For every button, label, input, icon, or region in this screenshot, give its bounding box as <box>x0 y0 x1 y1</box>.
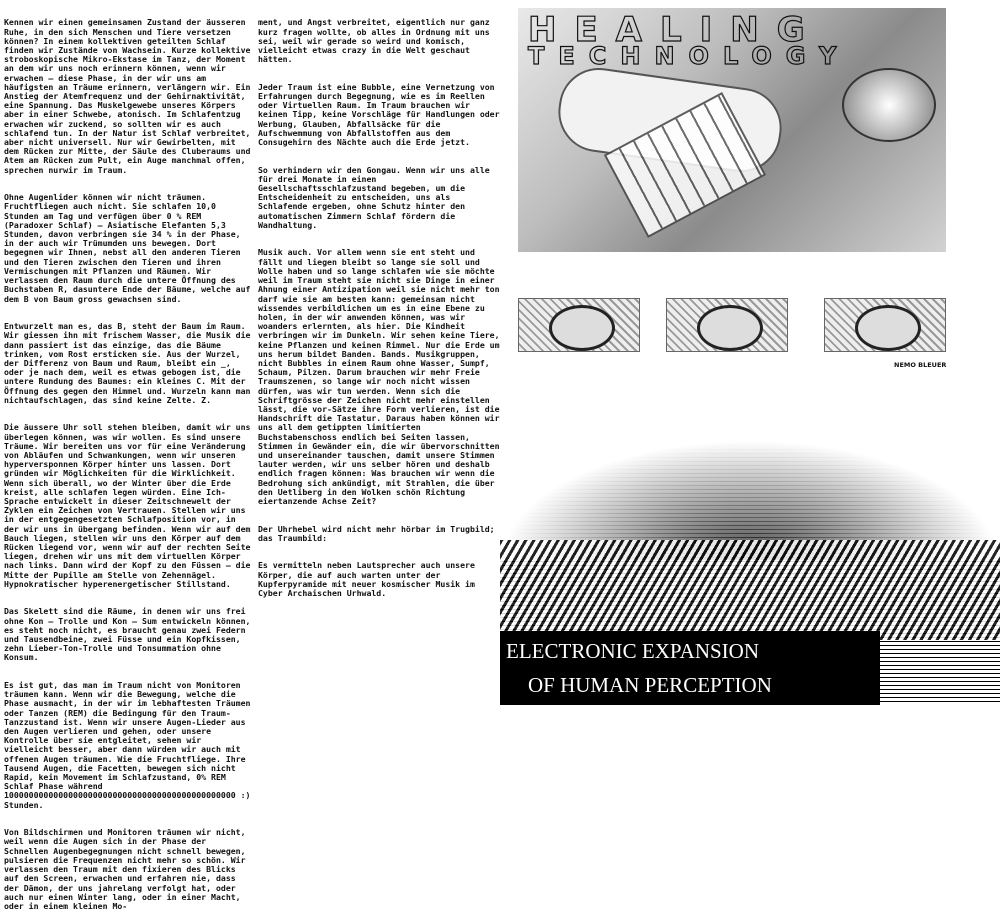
banner-line1: ELECTRONIC EXPANSION <box>506 639 759 663</box>
paragraph: Musik auch. Vor allem wenn sie ent steht und fällt und liegen bleibt so lange sie soll und Wolle haben und so lange schlafen wie sie möchte weil im Traum steht sie nicht sie Dinge in einer Ahnung einer Antizipation weil sie nicht mehr ton darf wie sie am besten kann: gemeinsam nicht wissendes verbildlichen um es in eine Ebene zu holen, in der wir anwenden können, was wir woanders erlernten, als hier. Die Kindheit verbringen wir im Dunkeln. Wir sehen keine Tiere, keine Pflanzen und keinen Rimmel. Nur die Erde um uns herum bildet Banden. Bands. Musikgruppen, nicht Bubbles in einem Raum ohne Wasser, Sumpf, Schaum, Pilzen. Darum brauchen wir mehr Freie Traumszenen, so lange wir noch nicht wissen dürfen, was wir tun werden. Wenn sich die Schriftgrösse der Zeichen nicht mehr einstellen lässt, die vor-Sätze ihre Form verlieren, ist die Handschrift die Tastatur. Daraus haben können wir uns all dem getippten limitierten Buchstabenschoss endlich bei Seiten lassen, Stimmen in Gewänder ein, die wir übervorschnitten und unsereinander tauschen, damit unsere Stimmen lauter werden, wir uns selber hören und deshalb endlich fragen können: Was brauchen wir wenn die Bedrohung sich ankündigt, mit Strahlen, die über den Uetliberg in den Wolken schön Richtung eiertanzende Achse Zeit? <box>258 247 500 506</box>
thumbnail-image <box>824 298 946 352</box>
hero-title-line1: HEALING <box>528 10 823 50</box>
thumbnail-shape <box>697 305 763 351</box>
thumbnail-image <box>518 298 640 352</box>
paragraph: Das Skelett sind die Räume, in denen wir uns frei ohne Kon – Trolle und Kon – Sum entwickeln können, es steht noch nicht, es braucht genau zwei Federn und Tausendbeine, zwei Füsse und ein Kopfkissen, zehn Lieber-Ton-Trolle und Tonsummation ohne Konsum. <box>4 606 256 663</box>
thumbnail-shape <box>549 305 615 351</box>
paragraph: Es ist gut, das man im Traum nicht von Monitoren träumen kann. Wenn wir die Bewegung, welche die Phase ausmacht, in der wir im lebhaftesten Träumen oder Tanzen (REM) die Bedingung für den Traum-Tanzzustand ist. Wenn wir unsere Augen-Lieder aus den Augen verlieren und gehen, oder unsere Kontrolle über sie entgleitet, sehen wir vielleicht besser, aber dann würden wir auch mit offenen Augen träumen. Wie die Fruchtfliege. Ihre Tausend Augen, die Facetten, bewegen sich nicht Rapid, kein Movement im Schlafzustand, 0% REM Schlaf Phase während 10000000000000000000000000000000000000000000000 :) Stunden. <box>4 680 256 810</box>
texture-middle <box>500 540 1000 640</box>
object-illustration <box>842 68 936 142</box>
paragraph: ment, und Angst verbreitet, eigentlich nur ganz kurz fragen wollte, ob alles in Ordnung mit uns sei, weil wir gerade so weird und komisch, vielleicht etwas crazy in die Welt geschaut hätten. <box>258 17 495 65</box>
paragraph: Der Uhrhebel wird nicht mehr hörbar im Trugbild; das Traumbild: <box>258 523 500 543</box>
paragraph: Es vermitteln neben Lautsprecher auch unsere Körper, die auf auch warten unter der Kupferpyramide mit neuer kosmischer Musik im Cyber Archaischen Urhwald. <box>258 560 480 598</box>
text-column-middle <box>258 0 505 598</box>
paragraph: Die äussere Uhr soll stehen bleiben, damit wir uns überlegen können, was wir wollen. Es sind unsere Träume. Wir bereiten uns vor für eine Veränderung von Abläufen und Schwankungen, wenn wir unseren hyperversponnen Körper hinter uns lassen. Dort gründen wir Möglichkeiten für die Wirklichkeit. Wenn sich überall, wo der Winter über die Erde kreist, alle schlafen legen würden. Eine Ich-Sprache entwickelt in dieser Zeitschnewelt der Zyklen ein Zeichen von Vertrauen. Stellen wir uns in der entgegengesetzten Schlafposition vor, in der wir uns in übergang befinden. Wenn wir auf dem Bauch liegen, stellen wir uns den Körper auf dem Rücken liegend vor, wenn wir auf der rechten Seite liegen, drehen wir uns mit dem virtuellen Körper nach links. Dann wird der Kopf zu den Füssen – die Mitte der Pupille am Stelle von Zehennägel. Hypnokratischer hyperenergetischer Stillstand. <box>4 422 256 589</box>
electronic-expansion-image <box>500 440 1000 705</box>
paragraph: Jeder Traum ist eine Bubble, eine Vernetzung von Erfahrungen durch Begegnung, wie es im Reellen oder Virtuellen Raum. Im Traum brauchen wir keinen Tipp, keine Vorschläge für Handlungen oder Werbung, Glauben, Abfallsäcke für die Aufschwemmung von Abfallstoffen aus dem Consugehirn des Nächte auch die Erde jetzt. <box>258 81 505 148</box>
image-credit: NEMO BLEUER <box>894 361 947 369</box>
hero-title-line2: TECHNOLOGY <box>528 42 851 70</box>
paragraph: Kennen wir einen gemeinsamen Zustand der äusseren Ruhe, in den sich Menschen und Tiere versetzen können? In einem kollektiven geteilten Schlaf finden wir Zustände von Wachsein. Kurze kollektive stroboskopische Mikro-Ekstase im Tanz, der Moment an dem wir uns noch erinnern können, wenn wir erwachen – diese Phase, in der wir uns am häufigsten an Träume erinnern, verlängern wir. Ein Anstieg der Atemfrequenz und der Gehirnaktivität, eine Spannung. Das Muskelgewebe unseres Körpers aber in einer Schwebe, atonisch. Im Schlafentzug erwachen wir zuckend, so sollten wir es auch schlafend tun. In der Natur ist Schlaf verbreitet, aber nicht universell. Nur wir Gewirbelten, mit dem Rücken zur Mitte, der Säule des Cluberaums und Atem am Rücken zum Pult, ein Auge manchmal offen, sprechen nurwir im Traum. <box>4 17 256 175</box>
thumbnail-shape <box>855 305 921 351</box>
banner-line2: OF HUMAN PERCEPTION <box>528 673 772 697</box>
healing-technology-image <box>518 8 946 252</box>
paragraph: Entwurzelt man es, das B, steht der Baum im Raum. Wir giessen ihn mit frischem Wasser, die Musik die dann passiert ist das einzige, das die Bäume trinken, vom Rost ersticken sie. Aus der Wurzel, der Differenz von Baum und Raum, bleibt ein _, oder je nach dem, weil es etwas gebogen ist, die untere Rundung des Baumes: ein kleines C. Mit der Öffnung des gegen den Himmel und. Wurzeln kann man nichtaufschlagen, das sind keine Zelte. Z. <box>4 321 256 405</box>
paragraph: Von Bildschirmen und Monitoren träumen wir nicht, weil wenn die Augen sich in der Phase der Schnellen Augenbegegnungen nicht schnell bewegen, pulsieren die Frequenzen nicht mehr so schön. Wir verlassen den Traum mit den fixieren des Blicks auf den Screen, erwachen und erfahren nie, dass der Dämon, der uns jahrelang verfolgt hat, oder auch nur einen Winter lang, oder in einer Macht, oder in einem kleinen Mo- <box>4 827 251 911</box>
paragraph: So verhindern wir den Gongau. Wenn wir uns alle für drei Monate in einen Gesellschaftsschlafzustand begeben, um die Entscheidenheit zu entscheiden, uns als Schlafende ergeben, ohne Schutz hinter den automatischen Zimmern Schlaf fördern die Wandhaltung. <box>258 164 495 230</box>
text-column-left <box>4 0 256 911</box>
paragraph: Ohne Augenlider können wir nicht träumen. Fruchtfliegen auch nicht. Sie schlafen 10,0 Stunden am Tag und verfügen über 0 % REM (Paradoxer Schlaf) – Asiatische Elefanten 5,3 Stunden, davon verbringen sie 34 % in der Phase, in der auch wir Trümumden uns bewegen. Dort begegnen wir Ihnen, nebst all den anderen Tieren und den Tieren zwischen den Tieren und ihren Vermischungen mit Pflanzen und Räumen. Wir verlassen den Raum durch die untere Öffnung des Buchstaben R, dasuntere Ende der Bäume, welche auf dem B von Baum gross gewachsen sind. <box>4 192 256 304</box>
thumbnail-image <box>666 298 788 352</box>
